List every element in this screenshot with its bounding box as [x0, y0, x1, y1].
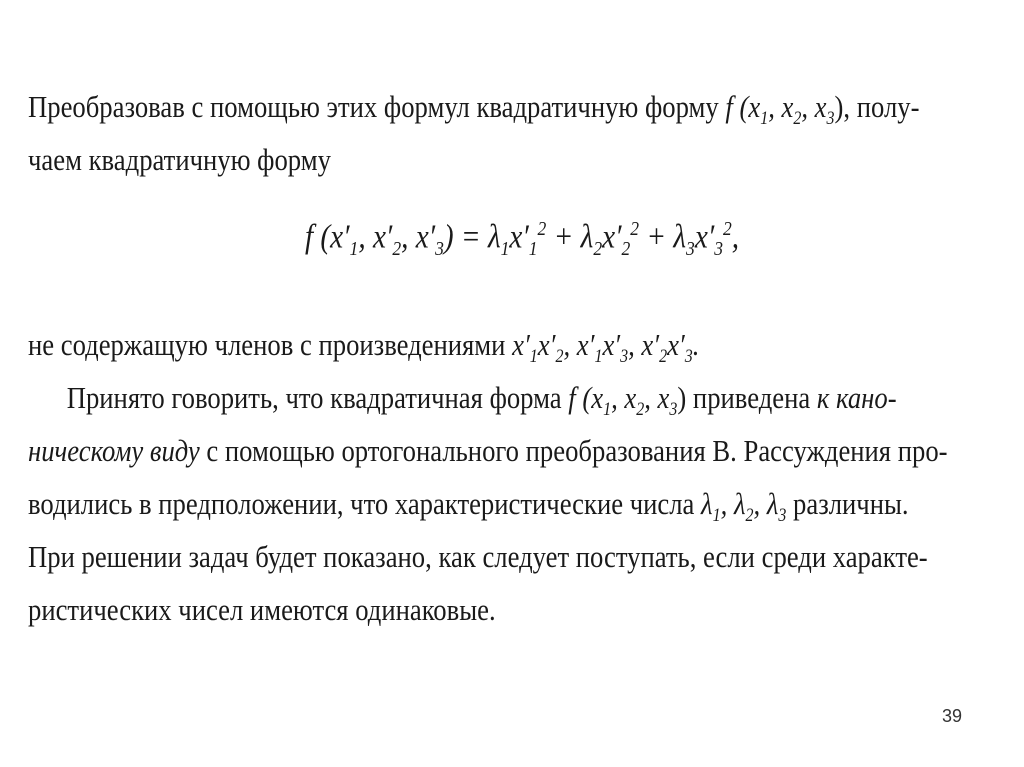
subscript: 2 — [745, 505, 754, 527]
subscript: 3 — [620, 346, 629, 368]
paragraph-3-line-5: ристических чисел имеются одинаковые. — [28, 592, 496, 627]
subscript: 2 — [593, 238, 603, 261]
text-span: Принято говорить, что квадратичная форма — [66, 380, 562, 415]
math-token: , x — [768, 89, 794, 124]
text-span: с помощью ортогонального преобразования В. Рассуждения про- — [206, 433, 948, 468]
math-token: x′ — [667, 327, 685, 362]
math-token: , x′ — [563, 327, 595, 362]
math-token: f (x′ — [305, 218, 350, 256]
math-token: + λ — [546, 218, 594, 256]
subscript: 1 — [712, 505, 721, 527]
math-token: f (x — [568, 380, 604, 415]
subscript: 3 — [435, 238, 444, 261]
paragraph-3-line-3 — [28, 477, 991, 530]
math-token: λ — [701, 486, 713, 521]
math-token: x′ — [602, 218, 622, 256]
math-token: . — [692, 327, 700, 362]
text-span: водились в предположении, что характеристические числа — [28, 486, 695, 521]
paragraph-3-line-1 — [28, 371, 991, 424]
subscript: 2 — [793, 108, 802, 130]
math-token: ) = λ — [443, 218, 501, 256]
subscript: 1 — [594, 346, 603, 368]
math-f-x — [725, 89, 835, 130]
paragraph-1-line-2: чаем квадратичную форму — [28, 142, 331, 177]
superscript: 2 — [630, 218, 640, 240]
subscript: 1 — [529, 346, 538, 368]
italic-term: к кано- — [816, 380, 897, 415]
math-token: , λ — [753, 486, 779, 521]
subscript: 3 — [826, 108, 835, 130]
math-token: x′ — [512, 327, 530, 362]
math-token: , x′ — [628, 327, 660, 362]
math-lambdas — [701, 486, 787, 527]
paragraph-1-line-1 — [28, 80, 991, 133]
subscript: 1 — [528, 238, 538, 261]
math-token: , x′ — [401, 218, 436, 256]
subscript: 3 — [684, 346, 693, 368]
subscript: 2 — [555, 346, 564, 368]
subscript: 1 — [760, 108, 769, 130]
subscript: 3 — [669, 399, 678, 421]
math-token: , x — [611, 380, 637, 415]
math-products — [512, 327, 700, 368]
document-text-lower — [28, 318, 991, 636]
italic-term: ническому виду — [28, 433, 200, 468]
subscript: 3 — [686, 238, 695, 261]
superscript: 2 — [537, 218, 547, 240]
math-token: x′ — [602, 327, 621, 362]
text-span: различны. — [793, 486, 909, 521]
paragraph-3-line-2 — [28, 424, 991, 477]
math-token: , x′ — [358, 218, 393, 256]
subscript: 2 — [636, 399, 645, 421]
subscript: 2 — [392, 238, 402, 261]
text-span: Преобразовав с помощью этих формул квадратичную форму — [28, 89, 719, 124]
display-formula — [305, 218, 739, 288]
text-span: не содержащую членов с произведениями — [28, 327, 506, 362]
page-number: 39 — [942, 706, 963, 726]
math-token: , x — [644, 380, 670, 415]
paragraph-2-line — [28, 318, 991, 371]
subscript: 3 — [714, 238, 723, 261]
paragraph-3-line-4: При решении задач будет показано, как следует поступать, если среди характе- — [28, 539, 928, 574]
subscript: 1 — [603, 399, 612, 421]
superscript: 2 — [722, 218, 732, 240]
subscript: 1 — [500, 238, 510, 261]
math-token: f (x — [725, 89, 761, 124]
math-token: x′ — [509, 218, 529, 256]
subscript: 3 — [778, 505, 787, 527]
math-token: x′ — [694, 218, 715, 256]
math-token: , λ — [720, 486, 746, 521]
math-token: , x — [801, 89, 827, 124]
subscript: 1 — [349, 238, 359, 261]
subscript: 2 — [659, 346, 668, 368]
document-text — [28, 80, 991, 186]
math-token: x′ — [537, 327, 556, 362]
math-token: + λ — [639, 218, 687, 256]
math-token: , — [731, 218, 740, 256]
subscript: 2 — [621, 238, 631, 261]
math-f-x — [568, 380, 678, 421]
text-span: ) приведена — [677, 380, 811, 415]
text-span: ), полу- — [834, 89, 920, 124]
